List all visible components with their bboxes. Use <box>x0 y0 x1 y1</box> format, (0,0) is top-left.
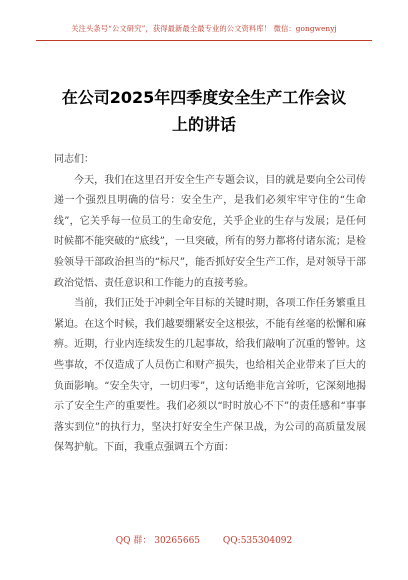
document-body <box>54 150 366 459</box>
header-divider <box>36 40 372 41</box>
salutation: 同志们： <box>54 154 94 165</box>
footer-contact <box>0 533 408 546</box>
footer-qq-group: QQ 群： 30265665 <box>115 536 201 546</box>
header-note: 关注头条号“公文研究”，获得最新最全最专业的公文资料库！ 微信：gongwenyj <box>71 24 337 33</box>
paragraph-1: 今天，我们在这里召开安全生产专题会议，目的就是要向全公司传递一个强烈且明确的信号：安全生产，是我们必须牢牢守住的“生命线”，它关乎每一位员工的生命安危，关乎企业的生存与发展；是任何时候都不能突破的“底线”，一旦突破，所有的努力都将付诸东流；是检验领导干部政治担当的“标尺”，能否抓好安全生产工作，是对领导干部政治觉悟、责任意识和工作能力的直接考验。 <box>54 174 366 289</box>
footer-qq-number: QQ:535304092 <box>222 536 293 546</box>
title-line-2: 上的讲话 <box>171 115 236 134</box>
document-title <box>40 84 368 138</box>
title-line-1: 在公司2025年四季度安全生产工作会议 <box>61 88 347 107</box>
paragraph-2: 当前，我们正处于冲刺全年目标的关键时期，各项工作任务繁重且紧迫。在这个时候，我们越要绷紧安全这根弦，不能有丝毫的松懈和麻痹。近期，行业内连续发生的几起事故，给我们敲响了沉重的警钟。这些事故，不仅造成了人员伤亡和财产损失，也给相关企业带来了巨大的负面影响。“安全失守，一切归零”，这句话绝非危言耸听，它深刻地揭示了安全生产的重要性。我们必须以“时时放心不下”的责任感和“事事落实到位”的执行力，坚决打好安全生产保卫战，为公司的高质量发展保驾护航。下面，我重点强调五个方面： <box>54 298 366 454</box>
